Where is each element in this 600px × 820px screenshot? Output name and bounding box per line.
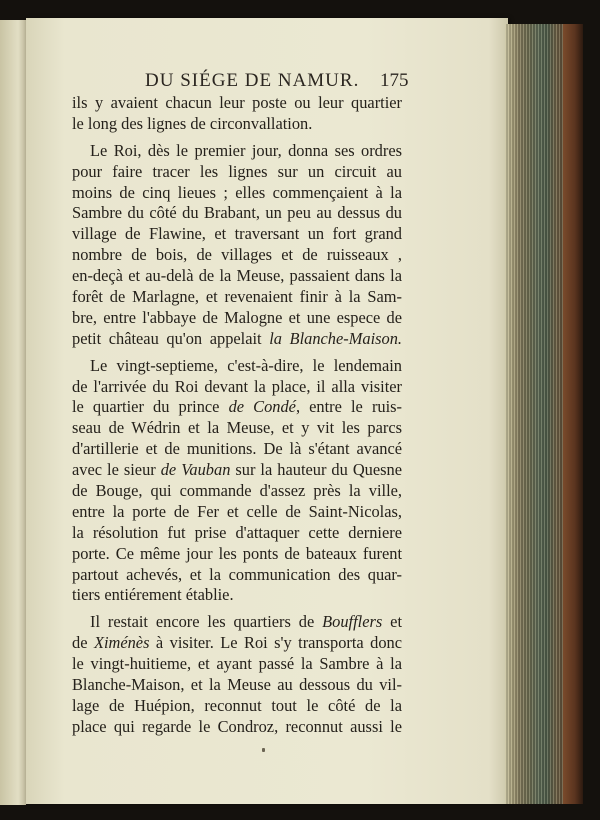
text-line: d'artillerie et de munitions. De là s'étant avancé — [72, 439, 402, 459]
text-line — [72, 329, 402, 350]
text-line: Sambre du côté du Brabant, un peu au dessus du — [72, 203, 402, 223]
text-line: porte. Ce même jour les ponts de bateaux furent — [72, 543, 402, 563]
page-number: 175 — [380, 70, 409, 91]
text-line: ils y avaient chacun leur poste ou leur quartier — [72, 93, 402, 112]
text-line — [72, 460, 402, 481]
text-line: Le Roi, dès le premier jour, donna ses ordres — [90, 140, 402, 160]
italic-run: Boufflers — [322, 612, 383, 632]
text-line: en-deçà et au-delà de la Meuse, passaient dans la — [72, 266, 402, 286]
text-line: Blanche-Maison, et la Meuse au dessous du vil- — [72, 675, 402, 695]
text-line: place qui regarde le Condroz, reconnut aussi le — [72, 716, 402, 736]
italic-run: de Vauban — [160, 460, 231, 480]
italic-run: Ximénès — [93, 633, 150, 653]
text-line: la résolution fut prise d'attaquer cette derniere — [72, 522, 402, 542]
text-line: pour faire tracer les lignes sur un circuit au — [72, 161, 402, 181]
text-run: sur la hauteur du Quesne — [230, 460, 402, 480]
text-line: de l'arrivée du Roi devant la place, il alla visiter — [72, 376, 402, 396]
running-head: DU SIÉGE DE NAMUR. — [145, 70, 360, 91]
text-line: forêt de Marlagne, et revenaient finir à la Sam- — [72, 287, 402, 307]
book-cover-edge — [563, 24, 583, 804]
text-line: entre la porte de Fer et celle de Saint-Nicolas, — [72, 501, 402, 521]
ink-speck — [262, 748, 265, 752]
body-text — [72, 93, 402, 738]
text-run: Il restait encore les quartiers de — [90, 612, 323, 632]
text-run: avec le sieur — [72, 460, 161, 480]
page-block-edge — [505, 24, 565, 804]
text-line: tiers entiérement établie. — [72, 585, 234, 605]
text-run: et — [382, 612, 402, 632]
text-run: à visiter. Le Roi s'y transporta donc — [149, 633, 402, 653]
text-line — [72, 633, 402, 654]
text-run: le quartier du prince — [72, 397, 229, 417]
text-line: village de Flawine, et traversant un fort grand — [72, 224, 402, 244]
text-run: de — [72, 633, 94, 653]
text-line: Le vingt-septieme, c'est-à-dire, le lendemain — [90, 355, 402, 375]
text-line: bre, entre l'abbaye de Malogne et une espece de — [72, 307, 402, 327]
text-line: partout achevés, et la communication des quar- — [72, 564, 402, 584]
text-line: le vingt-huitieme, et ayant passé la Sambre à la — [72, 654, 402, 674]
text-run: , entre le ruis- — [295, 397, 402, 417]
text-run: petit château qu'on appelait — [72, 328, 270, 348]
text-line: de Bouge, qui commande d'assez près la ville, — [72, 481, 402, 501]
text-line — [72, 397, 402, 418]
text-line: lage de Huépion, reconnut tout le côté de la — [72, 695, 402, 715]
text-line — [72, 612, 402, 633]
text-line: seau de Wédrin et la Meuse, et y vit les parcs — [72, 418, 402, 438]
italic-run: de Condé — [228, 397, 296, 417]
italic-run: la Blanche-Maison. — [269, 328, 402, 348]
facing-page-edge — [0, 20, 26, 805]
text-line: nombre de bois, de villages et de ruisseaux , — [72, 245, 402, 265]
text-line: moins de cinq lieues ; elles commençaient à la — [72, 182, 402, 202]
text-line: le long des lignes de circonvallation. — [72, 113, 313, 133]
